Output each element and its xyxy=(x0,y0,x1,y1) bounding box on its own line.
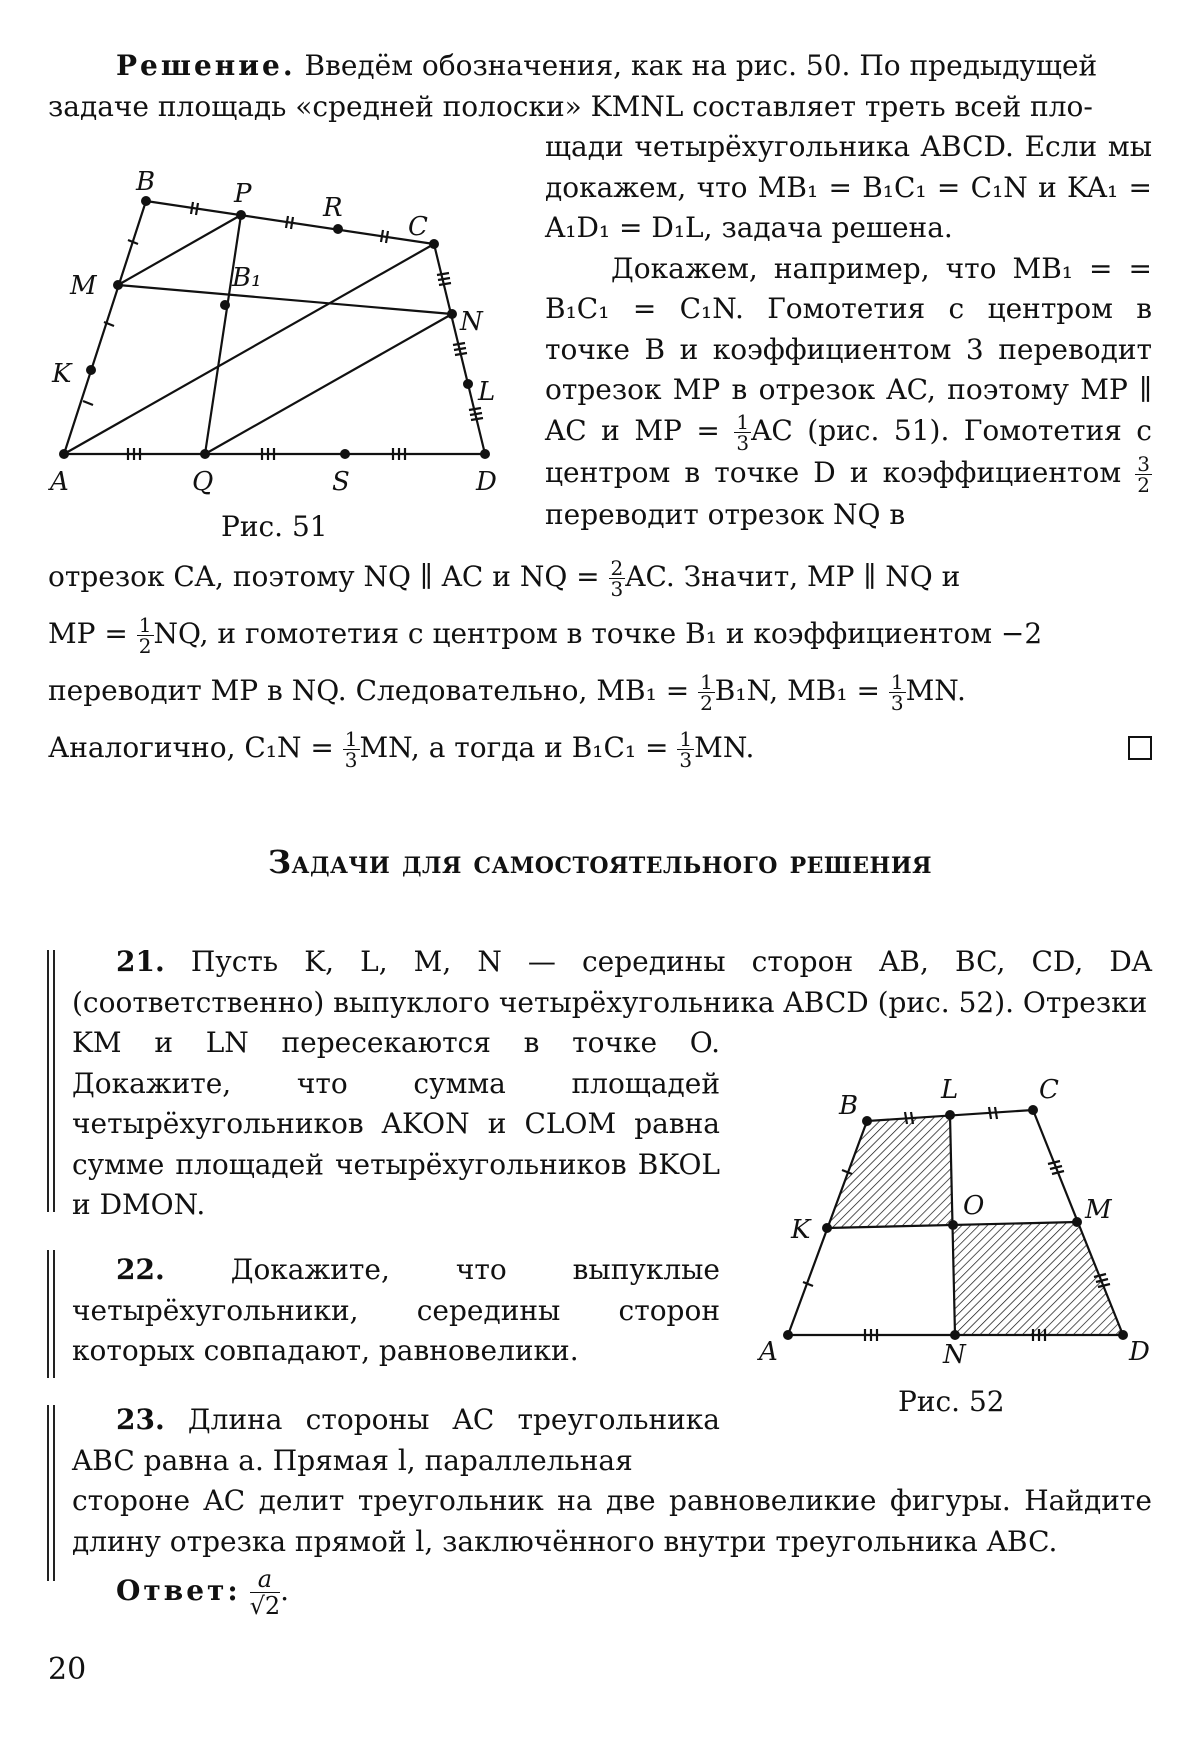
fig52-caption: Рис. 52 xyxy=(898,1385,1005,1418)
figure-52 xyxy=(755,1050,1155,1370)
solution-text-3: щади четырёхугольника ABCD. Если мы докажем, что MB₁ = B₁C₁ = C₁N и KA₁ = A₁D₁ = D₁L, задача решена. xyxy=(545,130,1152,244)
fig51-label-Q: Q xyxy=(192,467,214,497)
solution-text-5: отрезок CA, поэтому NQ ∥ AC и NQ = xyxy=(48,560,609,593)
fig51-caption: Рис. 51 xyxy=(221,510,328,543)
problem-22-marker xyxy=(47,1250,49,1378)
solution-label: Решение. xyxy=(116,49,296,82)
fig51-label-K: K xyxy=(52,359,72,389)
problem-23-wide xyxy=(72,1481,1152,1562)
fig52-label-C: C xyxy=(1039,1075,1059,1105)
section-heading: Задачи для самостоятельного решения xyxy=(267,843,933,881)
problem-21-text-a: Пусть K, L, M, N — середины сторон AB, BC, CD, DA (соответственно) выпуклого четырёхугольника ABCD (рис. 52). Отрезки xyxy=(72,945,1153,1019)
problem-22 xyxy=(72,1250,720,1372)
qed-square-icon xyxy=(1128,736,1152,760)
solution-text-8c: MN. xyxy=(694,731,755,764)
fraction-1-3c: $\frac{1}{3}$ xyxy=(344,727,358,772)
fraction-2-3: $\frac{2}{3}$ xyxy=(610,556,624,601)
fraction-1-2: $\frac{1}{2}$ xyxy=(138,613,152,658)
fig52-label-B: B xyxy=(839,1091,859,1121)
problem-23-text-a: Длина стороны AC треугольника ABC равна a. Прямая l, параллельная xyxy=(72,1403,720,1477)
fig51-label-N: N xyxy=(460,307,483,337)
solution-text-1: Введём обозначения, как на рис. 50. По предыдущей xyxy=(304,49,1098,82)
solution-text-4c: переводит отрезок NQ в xyxy=(545,497,906,531)
solution-text-6b: NQ, и гомотетия с центром в точке B₁ и коэффициентом −2 xyxy=(153,617,1043,650)
solution-line-6 xyxy=(48,614,1152,656)
fig52-label-O: O xyxy=(963,1191,985,1221)
solution-text-7c: MN. xyxy=(905,674,966,707)
solution-line-2 xyxy=(48,87,1152,128)
problem-23-marker-2 xyxy=(53,1405,55,1581)
solution-text-4b: AC (рис. 51). Гомотетия с центром в точке D и коэффициентом xyxy=(545,413,1152,489)
problem-21-marker-2 xyxy=(53,950,55,1212)
fig52-label-L: L xyxy=(941,1075,959,1105)
solution-text-6: MP = xyxy=(48,617,137,650)
fig52-label-A: A xyxy=(759,1337,778,1367)
fraction-1-2b: $\frac{1}{2}$ xyxy=(700,670,713,715)
solution-text-8: Аналогично, C₁N = xyxy=(48,731,343,764)
problem-22-marker-2 xyxy=(53,1250,55,1378)
problem-22-number: 22. xyxy=(116,1253,165,1286)
solution-text-7b: B₁N, MB₁ = xyxy=(714,674,889,707)
solution-line-5 xyxy=(48,557,1152,599)
fig51-label-B: B xyxy=(136,167,156,197)
solution-text-2: задаче площадь «средней полоски» KMNL составляет треть всей пло- xyxy=(48,90,1093,123)
solution-line-7 xyxy=(48,671,1152,713)
fraction-1-3: $\frac{1}{3}$ xyxy=(736,409,750,455)
figure-51 xyxy=(48,160,518,510)
problem-21-marker xyxy=(47,950,49,1212)
problem-23-answer: Ответ: $\frac{a}{√2}$ . xyxy=(116,1565,290,1620)
fraction-1-3b: $\frac{1}{3}$ xyxy=(890,670,904,715)
fig51-label-P: P xyxy=(234,179,252,209)
answer-label: Ответ: xyxy=(116,1574,241,1607)
fig51-label-R: R xyxy=(323,193,343,223)
fig51-label-L: L xyxy=(478,377,496,407)
fig51-label-M: M xyxy=(70,271,97,301)
fig51-label-B1: B₁ xyxy=(232,263,262,293)
answer-fraction: $\frac{a}{√2}$ xyxy=(249,1565,281,1620)
page-number: 20 xyxy=(48,1652,87,1687)
problem-21-lines-1-2 xyxy=(72,942,1152,1023)
fig51-label-S: S xyxy=(332,467,350,497)
fig52-label-K: K xyxy=(791,1215,811,1245)
problem-22-text: Докажите, что выпуклые четырёхугольники, середины сторон которых совпадают, равновелики. xyxy=(72,1253,720,1367)
fig52-label-D: D xyxy=(1129,1337,1150,1367)
fig52-label-N: N xyxy=(943,1340,966,1370)
problem-21-column xyxy=(72,1023,720,1226)
fig51-label-A: A xyxy=(50,467,69,497)
fig51-label-C: C xyxy=(408,212,428,242)
problem-23-text-b: стороне AC делит треугольник на две равновеликие фигуры. Найдите длину отрезка прямой l, заключённого внутри треугольника ABC. xyxy=(72,1484,1152,1558)
solution-text-4: Докажем, например, что MB₁ = = B₁C₁ = C₁N. Гомотетия с центром в точке B и коэффициентом 3 переводит отрезок MP в отрезок AC, поэтому MP ∥ AC и MP = xyxy=(545,251,1152,447)
solution-line-8 xyxy=(48,728,1152,770)
problem-23-column xyxy=(72,1400,720,1481)
fig51-label-D: D xyxy=(476,467,497,497)
solution-text-7: переводит MP в NQ. Следовательно, MB₁ = xyxy=(48,674,699,707)
solution-line-1 xyxy=(48,46,1152,87)
problem-21-number: 21. xyxy=(116,945,165,978)
fraction-3-2: $\frac{3}{2}$ xyxy=(1137,451,1150,497)
problem-21-text-b: KM и LN пересекаются в точке O. Докажите, что сумма площадей четырёхугольников AKON и CLOM равна сумме площадей четырёхугольников BKOL и DMON. xyxy=(72,1026,720,1221)
fig52-label-M: M xyxy=(1085,1195,1112,1225)
fraction-1-3d: $\frac{1}{3}$ xyxy=(679,727,693,772)
problem-23-number: 23. xyxy=(116,1403,165,1436)
solution-text-5b: AC. Значит, MP ∥ NQ и xyxy=(625,560,961,593)
solution-column xyxy=(545,127,1152,535)
solution-text-8b: MN, а тогда и B₁C₁ = xyxy=(359,731,678,764)
problem-23-marker xyxy=(47,1405,49,1581)
